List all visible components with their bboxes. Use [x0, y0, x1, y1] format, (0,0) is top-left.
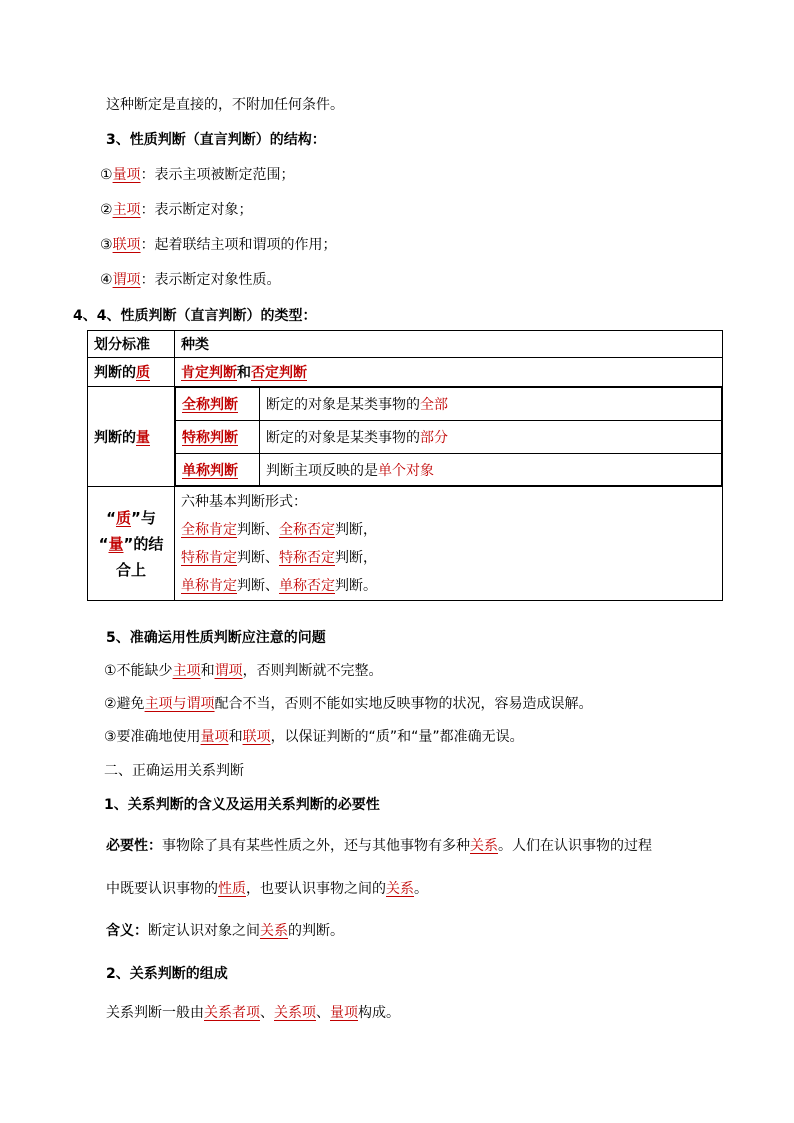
forms-universal: 全称肯定判断、全称否定判断，	[181, 522, 377, 538]
heading-usage-notes: 5、准确运用性质判断应注意的问题	[106, 630, 326, 646]
paragraph-direct: 这种断定是直接的，不附加任何条件。	[106, 97, 344, 113]
meaning-line: 含义：断定认识对象之间关系的判断。	[106, 923, 344, 939]
term-subject: 主项	[112, 202, 141, 218]
structure-item-predicate: ④谓项：表示断定对象性质。	[100, 272, 281, 288]
header-kind: 种类	[175, 331, 723, 358]
quantity-subtable	[175, 387, 722, 486]
quantity-row-particular: 特称判断 断定的对象是某类事物的部分	[176, 421, 722, 454]
structure-item-quantifier: ①量项：表示主项被断定范围；	[100, 167, 295, 183]
structure-item-subject: ②主项：表示断定对象；	[100, 202, 253, 218]
note-3: ③要准确地使用量项和联项，以保证判断的“质”和“量”都准确无误。	[104, 729, 524, 745]
table-row-combination	[88, 487, 723, 601]
label-quantity: 判断的量	[88, 387, 175, 487]
note-1: ①不能缺少主项和谓项，否则判断就不完整。	[104, 663, 383, 679]
forms-singular: 单称肯定判断、单称否定判断。	[181, 578, 377, 594]
heading-structure: 3、性质判断（直言判断）的结构：	[106, 132, 326, 148]
quantity-row-universal: 全称判断 断定的对象是某类事物的全部	[176, 388, 722, 421]
composition-line: 关系判断一般由关系者项、关系项、量项构成。	[106, 1005, 400, 1021]
judgment-types-table	[87, 330, 723, 601]
forms-particular: 特称肯定判断、特称否定判断，	[181, 550, 377, 566]
note-2: ②避免主项与谓项配合不当，否则不能如实地反映事物的状况，容易造成误解。	[104, 696, 593, 712]
term-quantifier: 量项	[112, 167, 141, 183]
table-row-quality	[88, 358, 723, 387]
table-row-quantity	[88, 387, 723, 487]
structure-item-copula: ③联项：起着联结主项和谓项的作用；	[100, 237, 337, 253]
quantity-row-singular: 单称判断 判断主项反映的是单个对象	[176, 454, 722, 486]
label-combination: “质”与 “量”的结 合上	[88, 487, 175, 601]
heading-relational-composition: 2、关系判断的组成	[106, 966, 228, 982]
quality-kinds: 肯定判断和否定判断	[175, 358, 723, 387]
necessity-line-1: 必要性：事物除了具有某些性质之外，还与其他事物有多种关系。人们在认识事物的过程	[106, 838, 652, 854]
term-copula: 联项	[112, 237, 141, 253]
term-predicate: 谓项	[112, 272, 141, 288]
necessity-line-2: 中既要认识事物的性质，也要认识事物之间的关系。	[106, 881, 428, 897]
table-header-row	[88, 331, 723, 358]
section-heading-relational: 二、正确运用关系判断	[104, 763, 244, 779]
heading-relational-meaning: 1、关系判断的含义及运用关系判断的必要性	[104, 797, 380, 813]
label-quality: 判断的质	[88, 358, 175, 387]
combination-forms: 六种基本判断形式： 全称肯定判断、全称否定判断， 特称肯定判断、特称否定判断， 单称肯定判断、单称否定判断。	[175, 487, 723, 601]
header-criterion: 划分标准	[88, 331, 175, 358]
heading-types: 4、4、性质判断（直言判断）的类型：	[73, 308, 317, 324]
